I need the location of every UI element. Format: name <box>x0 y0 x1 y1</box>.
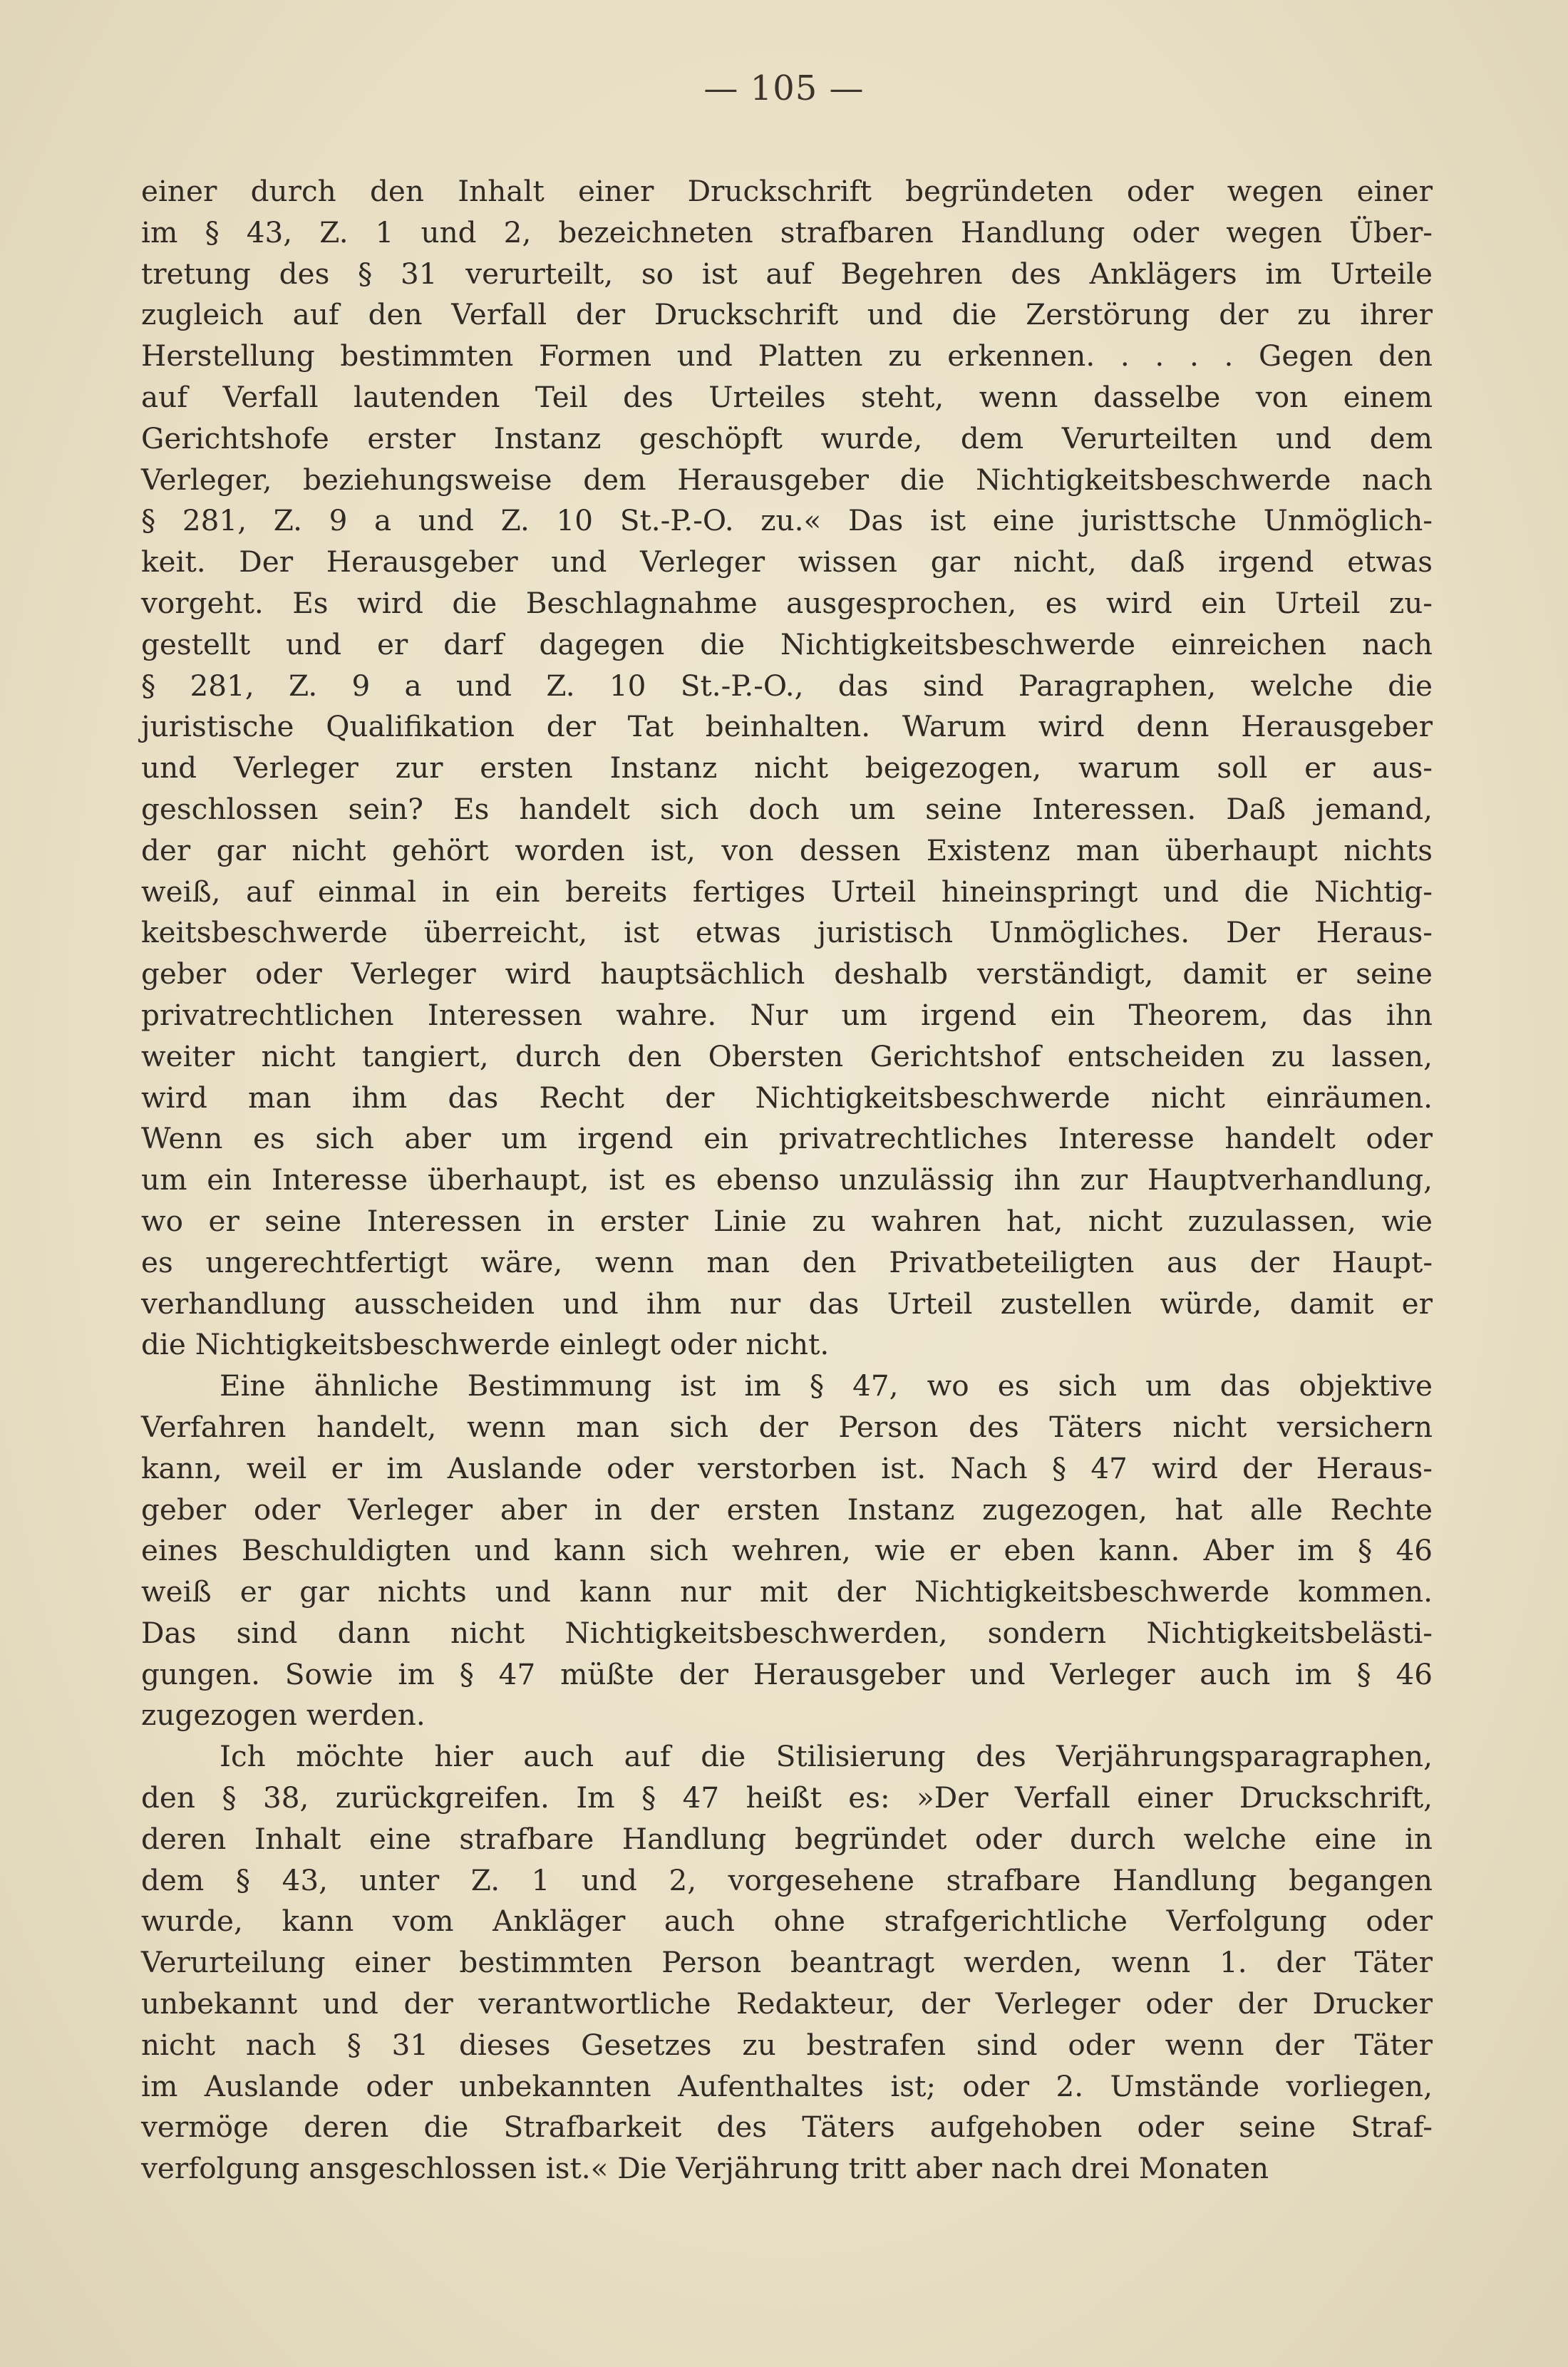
text-line: Verurteilung einer bestimmten Person beantragt werden, wenn 1. der Täter <box>141 1945 1433 1980</box>
text-line: § 281, Z. 9 a und Z. 10 St.-P.-O., das sind Paragraphen, welche die <box>141 668 1433 703</box>
text-line: gungen. Sowie im § 47 müßte der Herausgeber und Verleger auch im § 46 <box>141 1656 1433 1691</box>
text-line: Wenn es sich aber um irgend ein privatrechtliches Interesse handelt oder <box>141 1121 1433 1156</box>
text-line: wo er seine Interessen in erster Linie zu wahren hat, nicht zuzulassen, wie <box>141 1203 1433 1238</box>
text-line: auf Verfall lautenden Teil des Urteiles steht, wenn dasselbe von einem <box>141 379 1433 414</box>
text-line: gestellt und er darf dagegen die Nichtigkeitsbeschwerde einreichen nach <box>141 626 1433 661</box>
text-line: keit. Der Herausgeber und Verleger wissen gar nicht, daß irgend etwas <box>141 545 1433 579</box>
text-line: um ein Interesse überhaupt, ist es ebenso unzulässig ihn zur Hauptverhandlung, <box>141 1162 1433 1197</box>
text-line: geber oder Verleger wird hauptsächlich deshalb verständigt, damit er seine <box>141 956 1433 991</box>
text-line: tretung des § 31 verurteilt, so ist auf Begehren des Anklägers im Urteile <box>141 256 1433 291</box>
text-line: weiter nicht tangiert, durch den Obersten Gerichtshof entscheiden zu lassen, <box>141 1038 1433 1073</box>
text-line: die Nichtigkeitsbeschwerde einlegt oder nicht. <box>141 1327 830 1362</box>
text-line: wird man ihm das Recht der Nichtigkeitsbeschwerde nicht einräumen. <box>141 1080 1433 1115</box>
text-line: § 281, Z. 9 a und Z. 10 St.-P.-O. zu.« Das ist eine juristtsche Unmöglich- <box>141 503 1433 538</box>
text-line: wurde, kann vom Ankläger auch ohne strafgerichtliche Verfolgung oder <box>141 1904 1433 1939</box>
text-line: im § 43, Z. 1 und 2, bezeichneten strafbaren Handlung oder wegen Über- <box>141 215 1433 249</box>
paragraph <box>141 1366 1433 1736</box>
text-line: nicht nach § 31 dieses Gesetzes zu bestrafen sind oder wenn der Täter <box>141 2027 1433 2062</box>
text-line: Eine ähnliche Bestimmung ist im § 47, wo es sich um das objektive <box>220 1368 1433 1403</box>
paragraph <box>141 171 1433 1366</box>
text-line: der gar nicht gehört worden ist, von dessen Existenz man überhaupt nichts <box>141 832 1433 867</box>
text-line: juristische Qualifikation der Tat beinhalten. Warum wird denn Herausgeber <box>141 709 1433 744</box>
text-line: vorgeht. Es wird die Beschlagnahme ausgesprochen, es wird ein Urteil zu- <box>141 585 1433 620</box>
text-line: keitsbeschwerde überreicht, ist etwas juristisch Unmögliches. Der Heraus- <box>141 915 1433 950</box>
text-line: deren Inhalt eine strafbare Handlung begründet oder durch welche eine in <box>141 1821 1433 1856</box>
text-line: weiß, auf einmal in ein bereits fertiges Urteil hineinspringt und die Nichtig- <box>141 874 1433 909</box>
body-text <box>141 171 1433 2190</box>
text-line: einer durch den Inhalt einer Druckschrift begründeten oder wegen einer <box>141 174 1433 208</box>
text-line: Verleger, beziehungsweise dem Herausgeber die Nichtigkeitsbeschwerde nach <box>141 462 1433 497</box>
text-line: im Auslande oder unbekannten Aufenthaltes ist; oder 2. Umstände vorliegen, <box>141 2068 1433 2103</box>
text-line: unbekannt und der verantwortliche Redakteur, der Verleger oder der Drucker <box>141 1986 1433 2021</box>
text-line: Verfahren handelt, wenn man sich der Person des Täters nicht versichern <box>141 1409 1433 1444</box>
text-line: es ungerechtfertigt wäre, wenn man den Privatbeteiligten aus der Haupt- <box>141 1244 1433 1279</box>
text-line: dem § 43, unter Z. 1 und 2, vorgesehene strafbare Handlung begangen <box>141 1862 1433 1897</box>
paragraph <box>141 1736 1433 2190</box>
text-line: verhandlung ausscheiden und ihm nur das Urteil zustellen würde, damit er <box>141 1286 1433 1321</box>
text-line: zugezogen werden. <box>141 1698 425 1733</box>
page-number: — 105 — <box>703 68 865 108</box>
text-line: Herstellung bestimmten Formen und Platten zu erkennen. . . . . Gegen den <box>141 339 1433 373</box>
text-line: verfolgung ansgeschlossen ist.« Die Verjährung tritt aber nach drei Monaten <box>141 2151 1269 2186</box>
text-line: Gerichtshofe erster Instanz geschöpft wurde, dem Verurteilten und dem <box>141 421 1433 455</box>
text-line: kann, weil er im Auslande oder verstorben ist. Nach § 47 wird der Heraus- <box>141 1450 1433 1485</box>
text-line: geschlossen sein? Es handelt sich doch um seine Interessen. Daß jemand, <box>141 791 1433 826</box>
text-line: geber oder Verleger aber in der ersten Instanz zugezogen, hat alle Rechte <box>141 1492 1433 1527</box>
text-line: eines Beschuldigten und kann sich wehren, wie er eben kann. Aber im § 46 <box>141 1533 1433 1568</box>
text-line: Ich möchte hier auch auf die Stilisierung des Verjährungsparagraphen, <box>220 1739 1433 1774</box>
text-line: den § 38, zurückgreifen. Im § 47 heißt es: »Der Verfall einer Druckschrift, <box>141 1780 1433 1815</box>
text-line: und Verleger zur ersten Instanz nicht beigezogen, warum soll er aus- <box>141 751 1433 785</box>
text-line: zugleich auf den Verfall der Druckschrift und die Zerstörung der zu ihrer <box>141 297 1433 332</box>
text-line: privatrechtlichen Interessen wahre. Nur um irgend ein Theorem, das ihn <box>141 997 1433 1032</box>
text-line: Das sind dann nicht Nichtigkeitsbeschwerden, sondern Nichtigkeitsbelästi- <box>141 1615 1433 1650</box>
text-line: weiß er gar nichts und kann nur mit der Nichtigkeitsbeschwerde kommen. <box>141 1574 1433 1609</box>
text-line: vermöge deren die Strafbarkeit des Täters aufgehoben oder seine Straf- <box>141 2110 1433 2145</box>
